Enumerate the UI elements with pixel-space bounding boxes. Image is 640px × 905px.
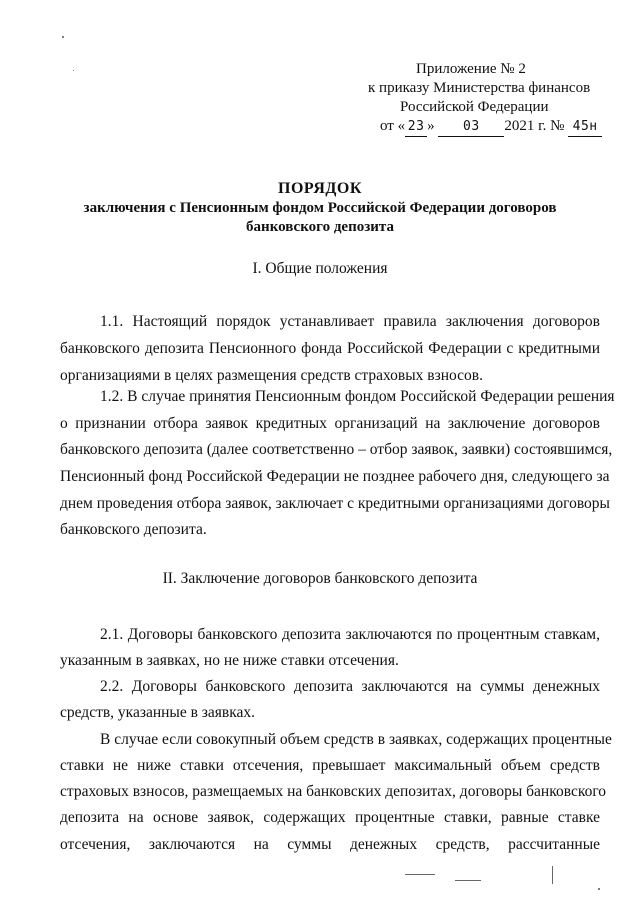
paragraph-line: указанным в заявках, но не ниже ставки отсечения. (60, 652, 399, 669)
appendix-order-ref: к приказу Министерства финансов (368, 80, 591, 96)
document-subtitle (60, 199, 580, 237)
paragraph-line: В случае если совокупный объем средств в заявках, содержащих процентные (100, 731, 612, 748)
section-heading-general: I. Общие положения (252, 260, 388, 277)
order-number: 45н (568, 117, 602, 137)
date-year: 2021 г. № (504, 118, 565, 134)
paragraph-line: днем проведения отбора заявок, заключает с кредитными организациями договоры (60, 495, 610, 512)
scan-mark (552, 866, 553, 884)
section-heading-contracts: II. Заключение договоров банковского депозита (162, 570, 478, 587)
paragraph-line: страховых взносов, размещаемых на банковских депозитах, договоры банковского (60, 783, 607, 800)
date-day-suffix: » (427, 118, 435, 134)
paragraph-line: Пенсионный фонд Российской Федерации не позднее рабочего дня, следующего за (60, 468, 610, 485)
scan-speck (598, 888, 600, 890)
paragraph-line: 2.1. Договоры банковского депозита заключаются по процентным ставкам, (100, 626, 600, 643)
scan-speck (73, 70, 74, 71)
appendix-date-line (350, 117, 600, 137)
paragraph-line: банковского депозита Пенсионного фонда Российской Федерации с кредитными (60, 340, 600, 357)
paragraph-line: депозита на основе заявок, содержащих процентные ставки, равные ставке (60, 809, 600, 826)
scan-mark (405, 874, 435, 875)
date-month: 03 (438, 117, 504, 137)
paragraph-line: 1.2. В случае принятия Пенсионным фондом Российской Федерации решения (100, 388, 615, 405)
date-day: 23 (405, 117, 427, 137)
scan-mark (455, 880, 481, 881)
appendix-number: Приложение № 2 (416, 61, 526, 77)
scan-speck (62, 36, 64, 38)
paragraph-line: отсечения, заключаются на суммы денежных средств, рассчитанные (60, 836, 600, 853)
paragraph-line: банковского депозита. (60, 521, 207, 538)
document-title: ПОРЯДОК (278, 180, 362, 197)
paragraph-line: банковского депозита (далее соответственно – отбор заявок, заявки) состоявшимся, (60, 441, 613, 458)
appendix-country: Российской Федерации (400, 99, 549, 115)
paragraph-line: 1.1. Настоящий порядок устанавливает правила заключения договоров (100, 313, 600, 330)
paragraph-line: ставки не ниже ставки отсечения, превышает максимальный объем средств (60, 757, 600, 774)
appendix-block (350, 60, 600, 137)
paragraph-line: средств, указанные в заявках. (60, 704, 256, 721)
paragraph-line: организациями в целях размещения средств страховых взносов. (60, 367, 483, 384)
subtitle-line: заключения с Пенсионным фондом Российской Федерации договоров (83, 200, 557, 216)
paragraph-line: 2.2. Договоры банковского депозита заключаются на суммы денежных (100, 678, 600, 695)
paragraph-line: о признании отбора заявок кредитных организаций на заключение договоров (60, 415, 600, 432)
date-prefix: от « (380, 118, 406, 134)
subtitle-line: банковского депозита (246, 219, 394, 235)
